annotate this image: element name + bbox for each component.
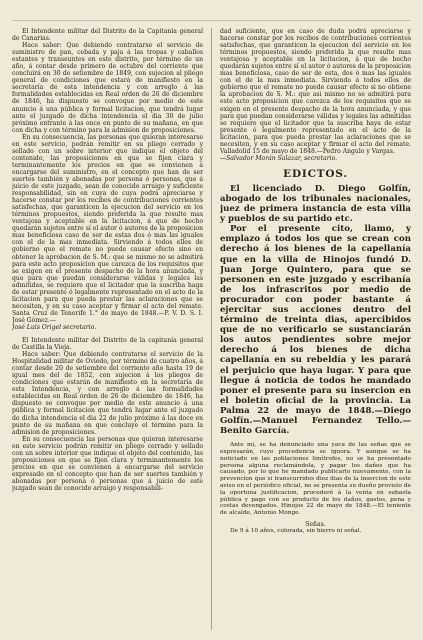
senas-label: Señas.: [305, 521, 326, 528]
continuation-signature: —Salvador Morán Salazar, secretario.: [219, 154, 338, 162]
left-column: [12, 28, 203, 630]
notice2-heading: El Intendente militar del Distrito de la capitanía general de Castilla la Vieja.: [12, 337, 204, 352]
notice1-heading: El Intendente militar del Distrito de la Capitanía general de Canarias.: [12, 28, 204, 43]
notice1-body2: En su consecuencia, las personas que quieran interesarse en este servicio, podrán remitir en su pliego cerrado y sellado con un sobre interior que indique el objeto del contenido, las proposiciones en que se fijen clara y terminantemente los precios en que se convienen á encargarse del suministro, en el concepto que han de ser suertes también y abonadas por persona ó personas, que á juicio de este juzgado, sean de conocido arraigo y suficiente responsabilidad, sin en cuya de cuya podrá apreciarse y hacerse constar por los recibos de contribuciones corrientes satisfechas, que garanticen la ejecucion del servicio en los términos propuestos, siendo preferida la que resulte mas ventajosa y aceptable en la licitacion, á que de hecho quedarán sujetos entre sí el autor ó autores de la proposicion mas beneficiosa caso de ser de estas dos ó mas las iguales con el de la mas inmediata. Sirviendo á todos ellos de gobierno que el remate no puede causar efecto sino en obtener la aprobacion de S. M.: que se mismo no se admitirá para este acto proposicion que carezca de los requisitos que se exigen en el presente despacho de la hora anunciada, y que para que puedan considerarse válidas y legales las admitidas, se requiere que el licitador que la suscriba haga de estar presente ó legalmente representado en el acto de la licitacion para que pueda prestar las aclaraciones que se necesiten, y en su caso aceptar y firmar el acto del remate. Santa Cruz de Tenerife 1.° de mayo de 1848.—P. V. D. S. I. José Gómez.—: [12, 133, 204, 324]
right-column: [220, 28, 411, 630]
column-divider: [211, 28, 212, 630]
notice2-body: Hace saber: Que debiendo contratarse el servicio de la Hospitalidad militar de Oviedo, por término de cuatro años, á contar desde 20 de setiembre del corriente año hasta 19 de igual mes del de 1852, con sujecion á los pliegos de condiciones que estarán de manifiesto en la secretaría de esta Intendencia, y con arreglo á las formalidades establecidas en Real órden de 26 de diciembre de 1846, ha dispuesto se convoque por medio de este anuncio á una pública y formal licitacion que tendrá lugar ante el juzgado de dicha intendencia el dia 22 de julio próximo á las doce en punto de su mañana en que concluye el término para la admision de proposiciones.: [12, 351, 204, 436]
stray-cow-notice: Ante mi, se ha denunciado una yaca de las señas que se expresarán, cuyo procedencia se ignora. Y aunque se ha noticiado en las poblaciones limítrofes, no se ha presentado persona alguna reclamándola, y pagar los daños que ha causado, por lo que he mandado publicarlo nuevamente, con la prevencion que si transcurridos diez dias de la insercion de este aviso en el periódico oficial, no se presenta su dueño provisto de la oportuna justificacion, procederé á la venta en subasta pública y pago con su producto de los daños, gastos, pena y costas devengados. Hinojos 22 de mayo de 1848.—El teniente de alcalde, Antonio Monge.: [219, 442, 411, 517]
two-column-layout: [12, 28, 411, 630]
edict-body: Por el presente cito, llamo, y emplazo á todos los que se crean con derecho á los bienes de la capellanía que en la villa de Hinojos fundó D. Juan Jorge Quintero, para que se personen en este juzgado y escribanía de los infrascritos por medio de procurador con poder bastante á ejercitar sus acciones dentro del término de treinta dias, apercibidos que de no verificarlo se sustanciarán los autos pendientes sobre mejor derecho á los bienes de dicha capellanía en su rebeldía y les parará el perjuicio que haya lugar. Y para que llegue á noticia de todos he mandado poner el presente para su insercion en el boletín oficial de la provincia. La Palma 22 de mayo de 1848.—Diego Golfín.—Manuel Fernandez Tello.—Benito García.: [219, 224, 411, 437]
senas-text: De 9 á 10 años, colorada, sin hierro ni señal.: [229, 528, 362, 535]
edicts-heading: EDICTOS.: [283, 167, 348, 180]
notice1-body: Hace saber: Que debiendo contratarse el servicio de suministro de pan, cebada y paja á las tropas y caballos estantes y transeuntes en este distrito, por término de un año, á contar desde primero de octubre del corriente que concluirá en 30 de setiembre de 1849, con sujecion al pliego general de condiciones que estará de manifiesto en la secretaría de esta intendencia y con arreglo á las formalidades establecidas en Real orden de 26 de diciembre de 1846, ha dispuesto se convoque por medio de este anuncio á una pública y formal licitacion, que tendrá lugar ante el juzgado de dicha intendencia el dia 30 de julio próximo entrante á las once en punto de su mañana, en que con dicha y con término para la admision de proposiciones.: [12, 42, 204, 134]
notice1-signature: José Luis Origel secretario.: [12, 323, 97, 331]
top-rule: [12, 20, 411, 21]
notice2-body2: En su consecuencia las personas que quieran interesarse en este servicio podrán remitir en pliego cerrado y sellado con un sobre interior que indique el objeto del contenido, las proposiciones en que se fijen clara y terminantemente los precios en que se convienen á encargarse del servicio expresado en el concepto que han de ser suertes también y abonadas por persona ó personas que á juicio de este juzgado sean de conocido arraigo y responsabili-: [12, 435, 204, 492]
edict-intro: El licenciado D. Diego Golfín, abogado de los tribunales nacionales, juez de primera instancia de esta villa y pueblos de su partido etc.: [219, 183, 411, 225]
continuation-text: dad suficiente, que en caso de duda podrá apreciarse y hacerse constar por los recibos de contribuciones corrientes satisfechas, que garanticen la ejecucion del servicio en los términos propuestos, siendo preferida la que resulte mas ventajosa y aceptable en la licitacion, á que de hecho quedarán sujetos entre sí el autor ó autores de la proposicion mas beneficiosa, caso de ser de esta, dos ó mas las iguales con el de la mas inmediata. Sirviendo á todos ellos de gobierno que el remate no puede causar efecto si no obtiene la aprobacion de S. M.: que asi mismo no se admitirá para este acto proposicion que carezca de los requisitos que se exigen en el presente despacho de la hora anunciada, y que para que puedan considerarse válidas y legales las admitidas se requiere que el licitador que la suscriba haya de estar presente ó legalmente representado en el acto de la licitacion, para que pueda prestar las aclaraciones que se necesiten, y en su caso aceptar y firmar el acto del remate. Valladolid 15 de mayo de 1848.—Pedro Angulo y Vargas.: [219, 28, 411, 155]
